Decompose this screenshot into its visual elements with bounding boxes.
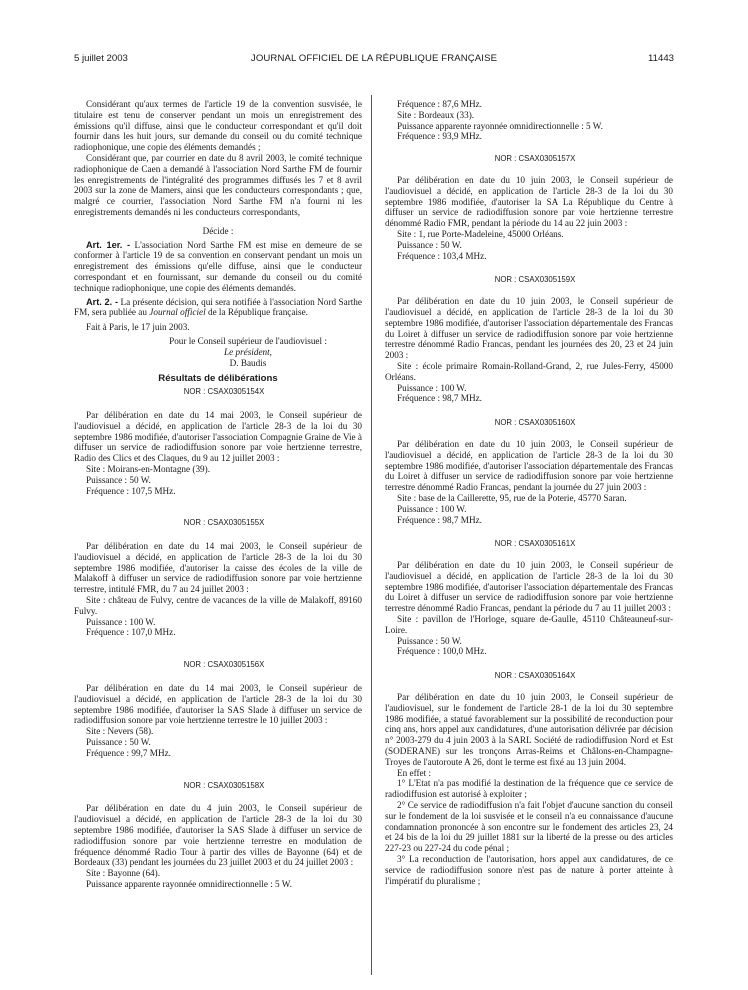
paragraph: Par délibération en date du 10 juin 2003, le Conseil supérieur de l'audiovisuel a décidé, en application de l'article 28-3 de la loi du 30 septembre 1986 modifiée, d'autoriser la SA La République du Centre à diffuser un service de radiodiffusion sonore par voie hertzienne terrestre dénommé Radio FMR, pendant la période du 14 au 22 juin 2003 : xyxy=(385,174,673,229)
nor-reference: NOR : CSAX0305160X xyxy=(494,418,576,428)
nor-reference: NOR : CSAX0305158X xyxy=(183,780,265,790)
paragraph: Considérant que, par courrier en date du 8 avril 2003, le comité technique radiophonique de Caen a demandé à l'association Nord Sarthe FM de fournir les enregistrements de l'intégralité des programmes diffusés les 7 et 8 avril 2003 sur la zone de Mamers, ainsi que les conducteurs correspondants ; que, malgré ce courrier, l'association Nord Sarthe FM n'a fourni ni les enregistrements demandés ni les conducteurs correspondants, xyxy=(74,152,362,217)
nor-reference: NOR : CSAX0305164X xyxy=(494,671,576,681)
article-2 xyxy=(74,297,362,319)
site-line: Site : Moirans-en-Montagne (39). xyxy=(86,463,211,474)
right-column xyxy=(385,99,673,886)
article-label: Art. 2. - xyxy=(86,296,118,307)
power-line: Puissance apparente rayonnée omnidirectionnelle : 5 W. xyxy=(397,120,603,131)
power-line: Puissance : 100 W. xyxy=(397,382,467,393)
nor-reference: NOR : CSAX0305155X xyxy=(183,518,265,528)
paragraph: Par délibération en date du 10 juin 2003, le Conseil supérieur de l'audiovisuel a décidé, en application de l'article 28-3 de la loi du 30 septembre 1986 modifiée, d'autoriser l'association départementale des Francas du Loiret à diffuser un service de radiodiffusion sonore par voie hertzienne terrestre dénommé Radio Francas, pendant les journées des 20, 23 et 24 juin 2003 : xyxy=(385,296,673,361)
power-line: Puissance : 50 W. xyxy=(86,737,151,748)
paragraph: Par délibération en date du 10 juin 2003, le Conseil supérieur de l'audiovisuel a décidé, en application de l'article 28-3 de la loi du 30 septembre 1986 modifiée, d'autoriser l'association départementale des Francas du Loiret à diffuser un service de radiodiffusion sonore par voie hertzienne terrestre dénommé Radio Francas, pendant la journée du 27 juin 2003 : xyxy=(385,438,673,493)
article-text: La présente décision, qui sera notifiée à l'association Nord Sarthe FM, sera publiée au xyxy=(74,296,362,318)
frequency-line: Fréquence : 87,6 MHz. xyxy=(397,99,482,109)
site-line: Site : Bordeaux (33). xyxy=(397,109,475,120)
power-line: Puissance : 100 W. xyxy=(86,616,156,627)
paragraph: Par délibération en date du 10 juin 2003, le Conseil supérieur de l'audiovisuel a décidé, en application de l'article 28-3 de la loi du 30 septembre 1986 modifiée, d'autoriser l'association départementale des Francas du Loiret à diffuser un service de radiodiffusion sonore par voie hertzienne terrestre dénommé Radio Francas, pendant la période du 7 au 11 juillet 2003 : xyxy=(385,560,673,614)
paragraph: En effet : xyxy=(397,767,432,778)
nor-reference: NOR : CSAX0305157X xyxy=(494,154,576,164)
signature-line-2: Le président, xyxy=(224,346,272,357)
frequency-line: Fréquence : 98,7 MHz. xyxy=(397,393,482,404)
site-line: Site : base de la Caillerette, 95, rue de la Poterie, 45770 Saran. xyxy=(397,492,627,503)
power-line: Puissance : 50 W. xyxy=(397,635,462,646)
frequency-line: Fréquence : 103,4 MHz. xyxy=(397,250,487,261)
power-line: Puissance : 50 W. xyxy=(397,239,462,250)
power-line: Puissance apparente rayonnée omnidirectionnelle : 5 W. xyxy=(86,879,292,890)
site-line: Site : château de Fulvy, centre de vacances de la ville de Malakoff, 89160 Fulvy. xyxy=(74,595,362,616)
article-1 xyxy=(74,240,362,294)
frequency-line: Fréquence : 99,7 MHz. xyxy=(86,747,171,758)
power-line: Puissance : 50 W. xyxy=(86,474,151,485)
site-line: Site : école primaire Romain-Rolland-Grand, 2, rue Jules-Ferry, 45000 Orléans. xyxy=(385,360,673,382)
paragraph: Par délibération en date du 4 juin 2003, le Conseil supérieur de l'audiovisuel a décidé, en application de l'article 28-3 de la loi du 30 septembre 1986 modifiée, d'autoriser la SAS Slade à diffuser un service de radiodiffusion sonore par voie hertzienne terrestre en modulation de fréquence dénommé Radio Tour à partir des villes de Bayonne (64) et de Bordeaux (33) pendant les journées du 23 juillet 2003 et du 24 juillet 2003 : xyxy=(74,803,362,868)
column-divider xyxy=(371,95,372,975)
site-line: Site : 1, rue Porte-Madeleine, 45000 Orléans. xyxy=(397,228,564,239)
power-line: Puissance : 100 W. xyxy=(397,503,467,514)
page-header xyxy=(74,54,674,68)
left-column xyxy=(74,99,362,890)
paragraph: Par délibération en date du 10 juin 2003, le Conseil supérieur de l'audiovisuel, sur le fondement de l'article 28-1 de la loi du 30 septembre 1986 modifiée, a statué favorablement sur la possibilité de reconduction pour cinq ans, hors appel aux candidatures, d'une autorisation délivrée par décision n° 2003-279 du 4 juin 2003 à la SARL Société de radiodiffusion Nord et Est (SODERANE) sur les tronçons Arras-Reims et Châlons-en-Champagne-Troyes de l'autoroute A 26, dont le terme est fixé au 13 juin 2004. xyxy=(385,692,673,767)
article-text: L'association Nord Sarthe FM est mise en demeure de se conformer à l'article 19 de sa convention en conservant pendant un mois un enregistrement des émissions qu'elle diffuse, ainsi que le conducteur correspondant et en fournissant, sur demande du conseil ou du comité technique radiophonique, une copie des éléments demandés. xyxy=(74,239,363,293)
nor-reference: NOR : CSAX0305161X xyxy=(494,539,576,549)
article-text: de la République française. xyxy=(205,307,308,318)
paragraph: Par délibération en date du 14 mai 2003, le Conseil supérieur de l'audiovisuel a décidé, en application de l'article 28-3 de la loi du 30 septembre 1986 modifiée, d'autoriser la caisse des écoles de la ville de Malakoff à diffuser un service de radiodiffusion sonore par voie hertzienne terrestre, intitulé FMR, du 7 au 24 juillet 2003 : xyxy=(74,541,362,595)
site-line: Site : pavillon de l'Horloge, square de-Gaulle, 45110 Châteauneuf-sur-Loire. xyxy=(385,614,673,635)
header-page-number: 11443 xyxy=(648,53,674,64)
frequency-line: Fréquence : 107,0 MHz. xyxy=(86,627,176,638)
nor-reference: NOR : CSAX0305154X xyxy=(183,387,265,397)
header-journal-title: JOURNAL OFFICIEL DE LA RÉPUBLIQUE FRANÇAISE xyxy=(250,53,498,64)
frequency-line: Fréquence : 100,0 MHz. xyxy=(397,646,487,657)
list-item: 2° Ce service de radiodiffusion n'a fait l'objet d'aucune sanction du conseil sur le fondement de la loi susvisée et le conseil n'a eu connaissance d'aucune condamnation prononcée à son encontre sur le fondement des articles 23, 24 et 24 bis de la loi du 29 juillet 1881 sur la liberté de la presse ou des articles 227-23 ou 227-24 du code pénal ; xyxy=(385,800,673,854)
list-item: 3° La reconduction de l'autorisation, hors appel aux candidatures, de ce service de radiodiffusion sonore n'est pas de nature à porter atteinte à l'impératif du pluralisme ; xyxy=(385,854,673,886)
journal-officiel-italic: Journal officiel xyxy=(149,307,206,318)
paragraph: Par délibération en date du 14 mai 2003, le Conseil supérieur de l'audiovisuel a décidé, en application de l'article 28-3 de la loi du 30 septembre 1986 modifiée, d'autoriser l'association Compagnie Graine de Vie à diffuser un service de radiodiffusion sonore par voie hertzienne terrestre, Radio des Clics et des Claques, du 9 au 12 juillet 2003 : xyxy=(74,409,362,464)
frequency-line: Fréquence : 98,7 MHz. xyxy=(397,514,482,525)
article-label: Art. 1er. - xyxy=(86,239,131,250)
header-date: 5 juillet 2003 xyxy=(74,53,128,64)
fait-line: Fait à Paris, le 17 juin 2003. xyxy=(86,322,190,333)
frequency-line: Fréquence : 93,9 MHz. xyxy=(397,131,482,142)
section-title: Résultats de délibérations xyxy=(158,373,278,385)
signature-name: D. Baudis xyxy=(229,357,267,368)
signature-line-1: Pour le Conseil supérieur de l'audiovisuel : xyxy=(169,335,327,346)
list-item: 1° L'Etat n'a pas modifié la destination de la fréquence que ce service de radiodiffusion est autorisé à exploiter ; xyxy=(385,778,673,800)
decide-heading: Décide : xyxy=(202,225,234,236)
paragraph: Considérant qu'aux termes de l'article 19 de la convention susvisée, le titulaire est tenu de conserver pendant un mois un enregistrement des émissions qu'il diffuse, ainsi que le conducteur correspondant et qu'il doit fournir dans les huit jours, sur demande du conseil ou du comité technique radiophonique, une copie des éléments demandés ; xyxy=(74,99,362,153)
site-line: Site : Bayonne (64). xyxy=(86,868,160,879)
nor-reference: NOR : CSAX0305156X xyxy=(183,660,265,670)
paragraph: Par délibération en date du 14 mai 2003, le Conseil supérieur de l'audiovisuel a décidé, en application de l'article 28-3 de la loi du 30 septembre 1986 modifiée, d'autoriser la SAS Slade à diffuser un service de radiodiffusion sonore par voie hertzienne terrestre le 10 juillet 2003 : xyxy=(74,683,362,726)
site-line: Site : Nevers (58). xyxy=(86,726,154,737)
frequency-line: Fréquence : 107,5 MHz. xyxy=(86,485,176,496)
nor-reference: NOR : CSAX0305159X xyxy=(494,275,576,285)
